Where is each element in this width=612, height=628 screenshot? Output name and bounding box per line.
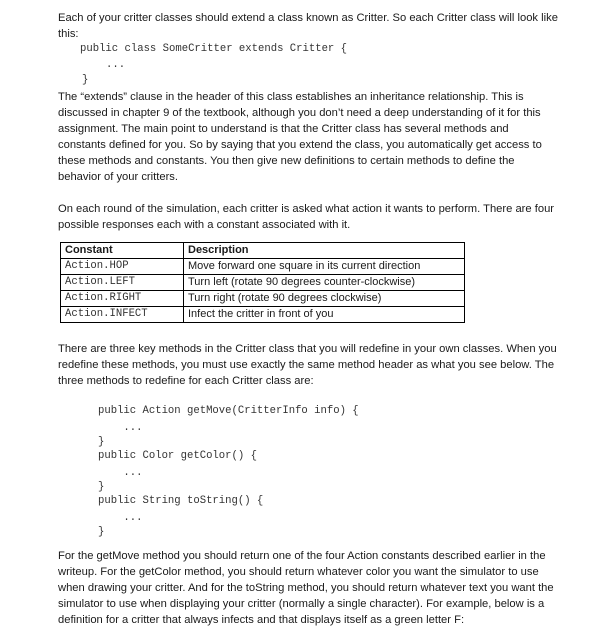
description-cell: Infect the critter in front of you	[184, 306, 465, 322]
table-header: Description	[184, 242, 465, 258]
intro-paragraph: Each of your critter classes should extend a class known as Critter. So each Critter class will look like this:	[58, 12, 558, 40]
extends-paragraph: The “extends” clause in the header of this class establishes an inheritance relationship. This is discussed in chapter 9 of the textbook, although you don’t need a deep understanding of it for this assignment. The main point to understand is that the Critter class has several methods and constants defined for you. So by saying that you extend the class, you automatically get access to these methods and constants. You then give new definitions to certain methods to define the behavior of your critters.	[58, 90, 542, 183]
code-line: public class SomeCritter extends Critter {	[80, 43, 348, 55]
methods-intro-paragraph: There are three key methods in the Critter class that you will redefine in your own classes. When you redefine these methods, you must use exactly the same method header as what you see below. The three methods to redefine for each Critter class are:	[58, 342, 557, 387]
table-header: Constant	[61, 242, 184, 258]
closing-paragraph: For the getMove method you should return one of the four Action constants described earlier in the writeup. For the getColor method, you should return whatever color you want the simulator to use when drawing your critter. And for the toString method, you should return whatever text you want the simulator to use when displaying your critter (normally a single character). For example, below is a definition for a critter that always infects and that displays itself as a green letter F:	[58, 549, 554, 626]
code-line: ...	[106, 58, 126, 71]
code-line: ...	[98, 466, 143, 479]
table-row	[61, 274, 465, 290]
table-row	[61, 290, 465, 306]
table-row	[61, 306, 465, 322]
constant-cell: Action.HOP	[61, 258, 184, 274]
description-cell: Turn right (rotate 90 degrees clockwise)	[184, 290, 465, 306]
code-line: }	[98, 525, 105, 538]
description-cell: Turn left (rotate 90 degrees counter-clockwise)	[184, 274, 465, 290]
code-line: public Action getMove(CritterInfo info) {	[98, 404, 359, 417]
actions-table	[60, 242, 465, 323]
code-line: public Color getColor() {	[98, 449, 257, 462]
table-header-row	[61, 242, 465, 258]
code-line: public String toString() {	[98, 494, 264, 507]
code-line: }	[82, 74, 89, 86]
constant-cell: Action.INFECT	[61, 306, 184, 322]
document-page	[58, 10, 558, 628]
code-line: }	[98, 435, 105, 448]
methods-code-block	[98, 403, 558, 538]
code-line: ...	[98, 511, 143, 524]
code-line: }	[98, 480, 105, 493]
constant-cell: Action.RIGHT	[61, 290, 184, 306]
table-row	[61, 258, 465, 274]
constant-cell: Action.LEFT	[61, 274, 184, 290]
code-line: ...	[98, 421, 143, 434]
description-cell: Move forward one square in its current direction	[184, 258, 465, 274]
actions-intro-paragraph: On each round of the simulation, each critter is asked what action it wants to perform. There are four possible responses each with a constant associated with it.	[58, 202, 555, 231]
class-code-block	[80, 42, 558, 89]
